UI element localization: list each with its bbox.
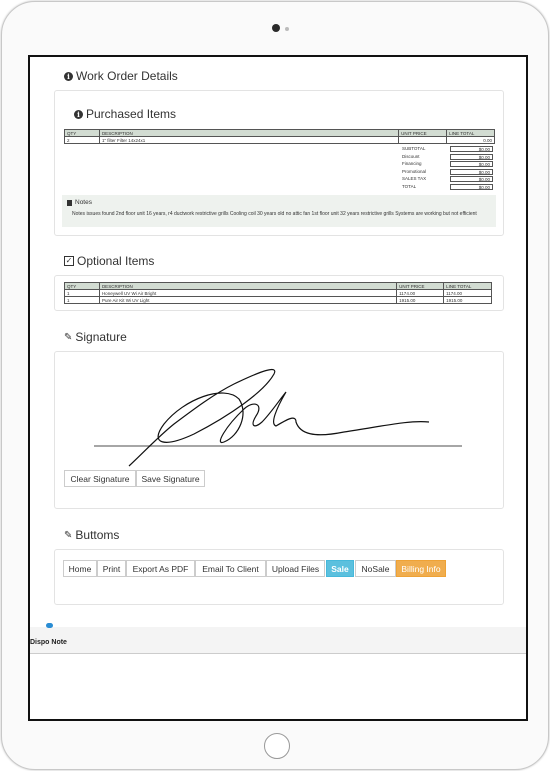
signature-canvas[interactable] — [64, 354, 494, 474]
totals-block — [402, 146, 495, 196]
optional-items-title: ✓ Optional Items — [65, 254, 155, 268]
sale-button[interactable]: Sale — [326, 560, 354, 577]
purchased-items-title: i Purchased Items — [74, 107, 176, 121]
totals-row: SALES TAX $0.00 — [402, 176, 495, 183]
dispo-note-label: Dispo Note — [30, 639, 67, 646]
totals-row: Financing $0.00 — [402, 161, 495, 168]
table-row: 1 Pure Air Kit Wi UV Light 1915.00 1915.00 — [65, 297, 492, 304]
sensor — [285, 27, 289, 31]
optional-items-table — [64, 282, 492, 304]
info-icon: i — [74, 110, 83, 119]
table-row: 2 1" filter Filter 14x24x1 0.00 — [65, 137, 495, 144]
table-row: 1 Honeywell UV Wi Air Bright 1174.00 1174.00 — [65, 290, 492, 297]
export-pdf-button[interactable]: Export As PDF — [126, 560, 195, 577]
clear-signature-button[interactable]: Clear Signature — [64, 470, 136, 487]
dispo-note-area[interactable] — [30, 654, 526, 719]
totals-row: Discount $0.00 — [402, 154, 495, 161]
table-header-row: QTY DESCRIPTION UNIT PRICE LINE TOTAL — [65, 130, 495, 137]
notes-title: Notes — [67, 199, 92, 206]
save-signature-button[interactable]: Save Signature — [136, 470, 205, 487]
camera — [272, 24, 280, 32]
upload-files-button[interactable]: Upload Files — [266, 560, 325, 577]
footer-strip — [30, 627, 526, 653]
signature-title: ✎ Signature — [64, 330, 127, 344]
work-order-title: i Work Order Details — [64, 69, 178, 83]
totals-row: SUBTOTAL $0.00 — [402, 146, 495, 153]
file-icon — [67, 200, 72, 206]
screen — [28, 55, 528, 721]
cloud-upload-icon[interactable] — [46, 623, 53, 628]
billing-info-button[interactable]: Billing Info — [396, 560, 446, 577]
buttons-title: ✎ Buttoms — [64, 528, 120, 542]
home-button[interactable]: Home — [63, 560, 97, 577]
table-header-row: QTY DESCRIPTION UNIT PRICE LINE TOTAL — [65, 283, 492, 290]
home-hardware-button[interactable] — [264, 733, 290, 759]
main-content — [30, 57, 520, 627]
checkbox-icon: ✓ — [65, 256, 73, 265]
totals-row: TOTAL $0.00 — [402, 184, 495, 191]
totals-row: Promotional $0.00 — [402, 169, 495, 176]
print-button[interactable]: Print — [97, 560, 126, 577]
notes-text: Notes issues found 2nd floor unit 16 years, r4 ductwork restrictive grills Cooling coil 30 years old no attic fan 1st floor unit 32 years restrictive grills Systems are working but not efficient — [72, 211, 477, 217]
pencil-icon: ✎ — [64, 529, 73, 541]
email-client-button[interactable]: Email To Client — [195, 560, 266, 577]
optional-items-panel — [54, 275, 504, 311]
purchased-items-table — [64, 129, 495, 144]
info-icon: i — [64, 72, 73, 81]
purchased-items-panel — [54, 90, 504, 236]
nosale-button[interactable]: NoSale — [355, 560, 396, 577]
tablet-frame — [1, 1, 549, 770]
notes-panel — [62, 195, 496, 227]
buttons-panel — [54, 549, 504, 605]
pencil-icon: ✎ — [64, 331, 73, 343]
signature-panel — [54, 351, 504, 509]
